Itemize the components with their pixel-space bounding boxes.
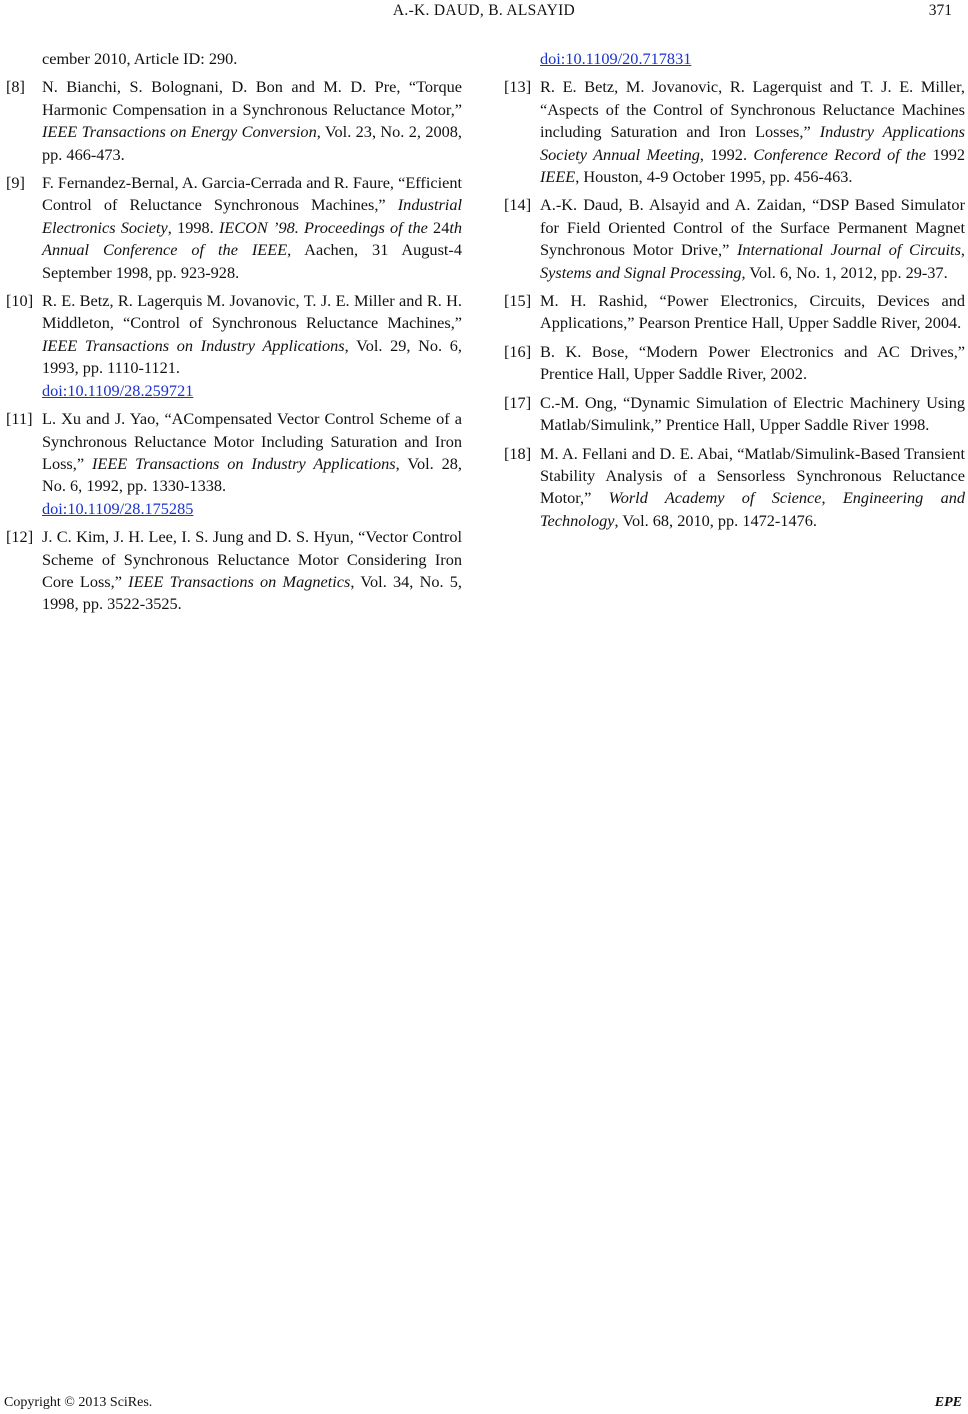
reference-text	[42, 526, 462, 616]
references-right-column	[504, 48, 965, 538]
reference-9	[6, 172, 462, 284]
doi-link[interactable]: doi:10.1109/20.717831	[540, 49, 692, 68]
ref-journal: World Academy of Science	[608, 488, 822, 508]
reference-text	[540, 443, 965, 533]
reference-text: B. K. Bose, “Modern Power Electronics and AC Drives,” Prentice Hall, Upper Saddle River, 2002.	[540, 341, 965, 384]
ref-authors-title: R. E. Betz, R. Lagerquis M. Jovanovic, T. J. E. Miller and R. H. Middleton, “Control of Synchronous Reluctance Machines,”	[42, 291, 462, 333]
ref-details: , Vol. 28, No. 6, 1992, pp. 1330-1338.	[42, 453, 462, 496]
ref-authors-title: N. Bianchi, S. Bolognani, D. Bon and M. D. Pre, “Torque Harmonic Compensation in a Synchronous Reluctance Motor,”	[42, 77, 462, 119]
ref-journal: IEEE Transactions on Magnetics	[128, 571, 351, 591]
reference-text	[42, 172, 462, 284]
ref-details: ,	[821, 488, 843, 508]
reference-17	[504, 392, 965, 437]
reference-12	[6, 526, 462, 616]
ref-authors-title: L. Xu and J. Yao, “ACompensated Vector Control Scheme of a Synchronous Reluctance Motor Including Saturation and Iron Loss,”	[42, 409, 462, 473]
reference-13	[504, 76, 965, 188]
reference-number: [13]	[504, 77, 532, 97]
reference-number: [16]	[504, 341, 532, 361]
reference-text	[42, 290, 462, 402]
journal-abbreviation: EPE	[934, 1395, 962, 1410]
ref-journal: IEEE Transactions on Energy Conversion	[42, 122, 317, 142]
ref-journal: IEEE Transactions on Industry Applications	[42, 335, 345, 355]
reference-text	[540, 194, 965, 284]
ref-authors-title: M. A. Fellani and D. E. Abai, “Matlab/Simulink-Based Transient Stability Analysis of a Sensorless Synchronous Reluctance Motor,”	[540, 443, 965, 508]
reference-14	[504, 194, 965, 284]
reference-number: [8]	[6, 77, 25, 97]
reference-number: [18]	[504, 443, 532, 463]
ref-proceedings: th Annual Conference of the IEEE	[42, 217, 462, 260]
reference-number: [9]	[6, 173, 25, 193]
ref-proceedings: IECON ’98. Proceedings of the	[218, 217, 434, 237]
reference-continuation	[504, 48, 965, 70]
reference-16	[504, 341, 965, 386]
ref-details: , Vol. 68, 2010, pp. 1472-1476.	[614, 510, 817, 530]
ref-journal: Industrial Electronics Society	[42, 195, 462, 237]
reference-number: [11]	[6, 409, 33, 429]
reference-text: M. H. Rashid, “Power Electronics, Circuits, Devices and Applications,” Pearson Prentice Hall, Upper Saddle River, 2004.	[540, 291, 965, 333]
reference-18	[504, 443, 965, 533]
doi-link[interactable]: doi:10.1109/28.259721	[42, 380, 194, 400]
ref-authors-title: F. Fernandez-Bernal, A. Garcia-Cerrada and R. Faure, “Efficient Control of Reluctance Synchronous Machines,”	[42, 173, 462, 215]
reference-number: [14]	[504, 195, 532, 215]
ref-details: , Vol. 6, No. 1, 2012, pp. 29-37.	[741, 262, 948, 282]
doi-link[interactable]: doi:10.1109/28.175285	[42, 498, 194, 518]
ref-journal: IEEE Transactions on Industry Applications	[91, 453, 396, 473]
ref-authors-title: R. E. Betz, M. Jovanovic, R. Lagerquist and T. J. E. Miller, “Aspects of the Control of Synchronous Reluctance Machines including Saturation and Iron Losses,”	[540, 77, 965, 142]
reference-number: [12]	[6, 527, 34, 547]
ref-details: , 1992.	[699, 144, 754, 164]
reference-continuation: cember 2010, Article ID: 290.	[42, 49, 238, 68]
reference-11	[6, 408, 462, 520]
reference-text: C.-M. Ong, “Dynamic Simulation of Electric Machinery Using Matlab/Simulink,” Prentice Hall, Upper Saddle River 1998.	[540, 392, 965, 435]
running-header-authors: A.-K. DAUD, B. ALSAYID	[392, 2, 576, 19]
reference-number: [10]	[6, 291, 34, 311]
ref-journal: International Journal of Circuits	[736, 240, 961, 260]
reference-8	[6, 76, 462, 166]
ref-authors-title: A.-K. Daud, B. Alsayid and A. Zaidan, “DSP Based Simulator for Field Oriented Control of the Surface Permanent Magnet Synchronous Motor Drive,”	[540, 195, 965, 260]
ref-details: , Houston, 4-9 October 1995, pp. 456-463.	[575, 167, 853, 187]
reference-10	[6, 290, 462, 402]
ref-journal: Engineering and Technology	[540, 488, 966, 530]
reference-text	[540, 76, 965, 188]
page-number: 371	[928, 2, 952, 19]
references-left-column	[6, 48, 462, 622]
ref-details: , Vol. 34, No. 5, 1998, pp. 3522-3525.	[42, 571, 463, 614]
copyright-footer: Copyright © 2013 SciRes.	[4, 1395, 153, 1410]
ref-proceedings: Conference Record of the	[753, 144, 933, 164]
ref-details: ,	[960, 240, 965, 260]
ref-proceedings: IEEE	[540, 167, 576, 187]
ref-authors-title: J. C. Kim, J. H. Lee, I. S. Jung and D. S. Hyun, “Vector Control Scheme of Synchronous Reluctance Motor Considering Iron Core Loss,”	[42, 527, 462, 591]
ref-journal: Systems and Signal Processing	[540, 262, 742, 282]
ref-details: 1992	[932, 144, 966, 164]
ref-proceedings: Industry Applications Society Annual Meeting	[540, 122, 965, 164]
ref-details: , Vol. 23, No. 2, 2008, pp. 466-473.	[42, 122, 462, 164]
reference-text	[42, 76, 462, 166]
ref-details: 24	[433, 217, 450, 237]
reference-15	[504, 290, 965, 335]
ref-details: , 1998.	[167, 217, 219, 237]
reference-number: [15]	[504, 291, 532, 311]
ref-details: , Vol. 29, No. 6, 1993, pp. 1110-1121.	[42, 335, 462, 378]
reference-text	[42, 408, 462, 520]
reference-number: [17]	[504, 392, 532, 412]
ref-details: , Aachen, 31 August-4 September 1998, pp. 923-928.	[42, 240, 462, 282]
